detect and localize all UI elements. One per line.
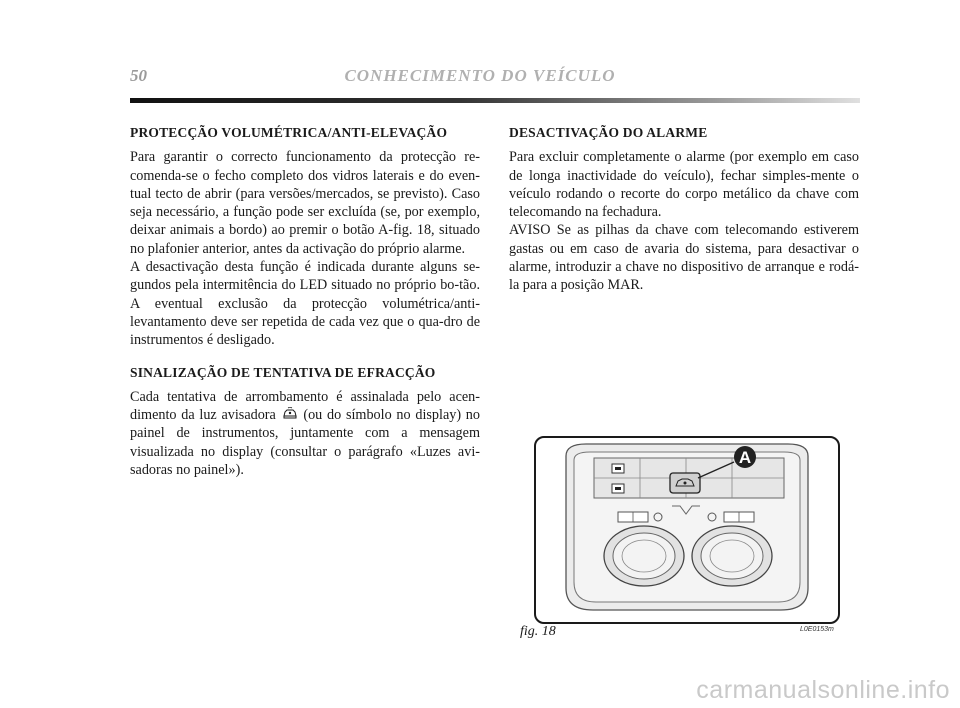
paragraph-deactivation-2: AVISO Se as pilhas da chave com telecomando estiverem gastas ou em caso de avaria do sistema, para desactivar o alarme, introduzir a chave no dispositivo de arranque e rodá-la para a posição MAR. [509, 222, 859, 294]
paragraph-break-in [130, 388, 480, 479]
alarm-warning-light-icon [283, 407, 297, 420]
callout-letter-a: A [738, 448, 752, 467]
paragraph-volumetric-1: Para garantir o correcto funcionamento da protecção re-comenda-se o fecho completo dos vidros laterais e do even-tual tecto de abrir (para versões/mercados, se previsto). Caso seja necessário, a função pode ser excluída (se, por exemplo, deixar animais a bordo) ao premir o botão A-fig. 18, situado no plafonier anterior, antes da activação do próprio alarme. [130, 149, 480, 257]
right-column [509, 124, 859, 295]
figure-caption: fig. 18 [520, 624, 556, 639]
left-column [130, 124, 480, 479]
figure-roof-console [534, 436, 840, 624]
roof-console-illustration [536, 438, 838, 622]
page-number: 50 [130, 66, 147, 85]
paragraph-break-in-part2: (ou do símbolo no display) no painel de instrumentos, juntamente com a mensagem visualizada no display (consultar o parágrafo «Luzes avi-sadoras no painel»). [130, 407, 480, 479]
running-title: CONHECIMENTO DO VEÍCULO [344, 66, 616, 85]
section-heading-alarm-deactivation: DESACTIVAÇÃO DO ALARME [509, 125, 708, 140]
watermark: carmanualsonline.info [696, 676, 950, 704]
figure-code: L0E0153m [800, 626, 834, 633]
section-heading-break-in-signal: SINALIZAÇÃO DE TENTATIVA DE EFRACÇÃO [130, 364, 436, 380]
paragraph-volumetric-2: A desactivação desta função é indicada durante alguns se-gundos pela intermitência do LED situado no próprio bo-tão. A eventual exclusão da protecção volumétrica/anti-levantamento deve ser repetida de cada vez que o qua-dro de instrumentos é desligado. [130, 259, 480, 349]
paragraph-break-in-part1: Cada tentativa de arrombamento é assinalada pelo acen-dimento da luz avisadora [130, 388, 480, 424]
header-rule [130, 98, 860, 103]
section-heading-volumetric-protection: PROTECÇÃO VOLUMÉTRICA/ANTI-ELEVAÇÃO [130, 125, 448, 140]
paragraph-deactivation-1: Para excluir completamente o alarme (por exemplo em caso de longa inactividade do veículo), fechar simples-mente o veículo rodando o recorte do corpo metálico da chave com telecomando na fechadura. [509, 149, 859, 221]
